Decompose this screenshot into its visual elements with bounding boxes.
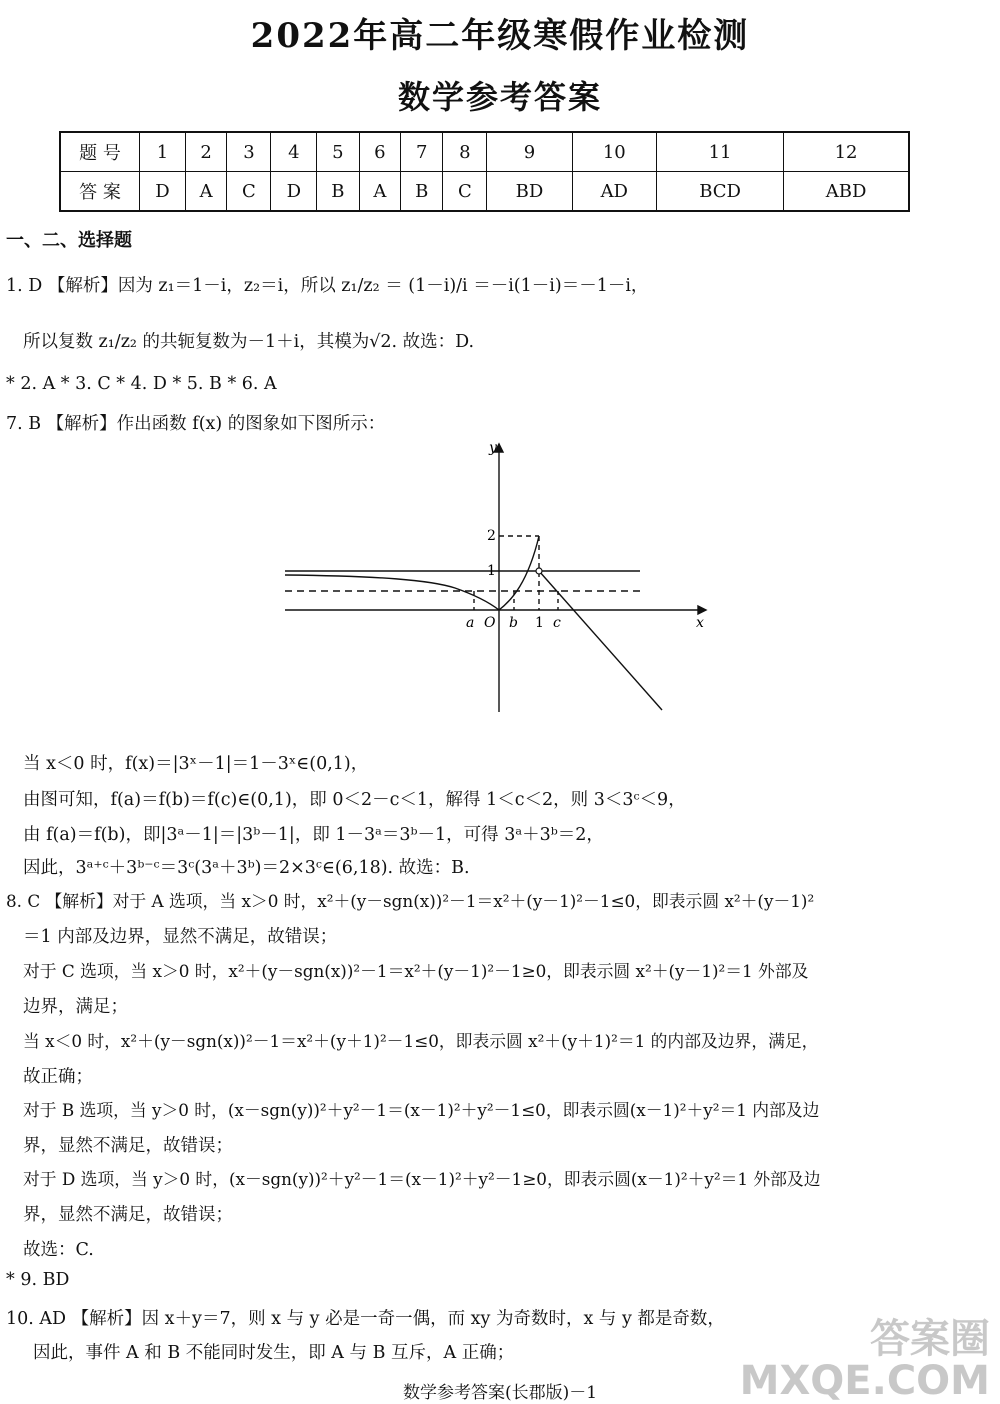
origin-label: O <box>484 615 496 631</box>
row-header-answer: 答 案 <box>60 172 140 212</box>
text-line: 10. AD 【解析】因 x＋y＝7，则 x 与 y 必是一奇一偶，而 xy 为奇数时，x 与 y 都是奇数， <box>6 1309 725 1329</box>
table-cell: 5 <box>317 132 359 172</box>
table-cell: 6 <box>359 132 401 172</box>
point-label-c: c <box>553 615 561 631</box>
table-row-answers <box>60 172 909 212</box>
tick-label: 1 <box>535 615 544 631</box>
table-cell: B <box>401 172 443 212</box>
table-cell: ABD <box>784 172 909 212</box>
x-axis-arrow-icon <box>698 606 706 614</box>
table-cell: A <box>359 172 401 212</box>
table-cell: 10 <box>572 132 657 172</box>
text-line: 由图可知，f(a)＝f(b)＝f(c)∈(0,1)，即 0＜2－c＜1，解得 1＜c＜2，则 3＜3ᶜ＜9， <box>23 790 686 810</box>
table-cell: 9 <box>487 132 572 172</box>
table-cell: 3 <box>227 132 271 172</box>
table-cell: C <box>227 172 271 212</box>
x-axis-label: x <box>696 615 704 631</box>
table-cell: 8 <box>443 132 487 172</box>
table-cell: A <box>185 172 227 212</box>
text-line: 所以复数 z₁/z₂ 的共轭复数为－1＋i，其模为√2. 故选：D. <box>23 332 475 352</box>
text-line: 故正确； <box>23 1067 93 1087</box>
table-cell: 4 <box>271 132 317 172</box>
table-cell: 11 <box>657 132 784 172</box>
table-cell: 12 <box>784 132 909 172</box>
open-point <box>536 568 542 574</box>
text-line: 故选：C. <box>23 1240 94 1260</box>
function-graph <box>280 438 710 713</box>
text-line: 因此，事件 A 和 B 不能同时发生，即 A 与 B 互斥，A 正确； <box>33 1343 515 1363</box>
table-cell: 2 <box>185 132 227 172</box>
text-line: 8. C 【解析】对于 A 选项，当 x＞0 时，x²＋(y－sgn(x))²－1＝x²＋(y－1)²－1≤0，即表示圆 x²＋(y－1)² <box>6 891 815 911</box>
text-line: 因此，3ᵃ⁺ᶜ＋3ᵇ⁻ᶜ＝3ᶜ(3ᵃ＋3ᵇ)＝2×3ᶜ∈(6,18). 故选：B. <box>23 858 470 878</box>
point-label-b: b <box>509 615 518 631</box>
section-heading: 一、二、选择题 <box>6 230 132 251</box>
table-cell: C <box>443 172 487 212</box>
page-subtitle: 数学参考答案 <box>397 78 602 116</box>
text-line: 当 x＜0 时，x²＋(y－sgn(x))²－1＝x²＋(y＋1)²－1≤0，即表示圆 x²＋(y＋1)²＝1 的内部及边界，满足， <box>23 1031 819 1051</box>
page-footer: 数学参考答案(长郡版)－1 <box>402 1383 598 1403</box>
text-line: 界，显然不满足，故错误； <box>23 1136 233 1156</box>
text-line: * 2. A * 3. C * 4. D * 5. B * 6. A <box>6 374 277 394</box>
text-line: ＝1 内部及边界，显然不满足，故错误； <box>23 927 338 947</box>
row-header-number: 题 号 <box>60 132 140 172</box>
text-line: 当 x＜0 时，f(x)＝|3ˣ－1|＝1－3ˣ∈(0,1)， <box>23 754 369 774</box>
text-line: 边界，满足； <box>23 997 128 1017</box>
curve-middle <box>499 536 539 610</box>
page-title: 2022年高二年级寒假作业检测 <box>250 16 750 56</box>
text-line: 7. B 【解析】作出函数 f(x) 的图象如下图所示： <box>6 414 386 434</box>
text-line: * 9. BD <box>6 1270 70 1290</box>
point-label-a: a <box>466 615 475 631</box>
table-cell: 7 <box>401 132 443 172</box>
table-cell: D <box>140 172 186 212</box>
table-cell: BCD <box>657 172 784 212</box>
watermark-logo: 答案圈 MXQE.COM <box>739 1316 990 1404</box>
table-cell: 1 <box>140 132 186 172</box>
table-row-numbers <box>60 132 909 172</box>
table-cell: B <box>317 172 359 212</box>
table-cell: D <box>271 172 317 212</box>
text-line: 由 f(a)＝f(b)，即|3ᵃ－1|＝|3ᵇ－1|，即 1－3ᵃ＝3ᵇ－1，可得 3ᵃ＋3ᵇ＝2， <box>23 825 604 845</box>
tick-label: 1 <box>487 563 496 579</box>
text-line: 对于 C 选项，当 x＞0 时，x²＋(y－sgn(x))²－1＝x²＋(y－1)²－1≥0，即表示圆 x²＋(y－1)²＝1 外部及 <box>23 961 809 981</box>
line-right <box>539 571 662 710</box>
answer-table <box>59 131 910 212</box>
y-axis-label: y <box>489 440 497 456</box>
table-cell: AD <box>572 172 657 212</box>
tick-label: 2 <box>487 528 496 544</box>
text-line: 界，显然不满足，故错误； <box>23 1205 233 1225</box>
text-line: 对于 B 选项，当 y＞0 时，(x－sgn(y))²＋y²－1＝(x－1)²＋y²－1≤0，即表示圆(x－1)²＋y²＝1 内部及边 <box>23 1100 820 1120</box>
curve-left <box>285 575 499 610</box>
table-cell: BD <box>487 172 572 212</box>
text-line: 对于 D 选项，当 y＞0 时，(x－sgn(y))²＋y²－1＝(x－1)²＋y²－1≥0，即表示圆(x－1)²＋y²＝1 外部及边 <box>23 1169 821 1189</box>
text-line: 1. D 【解析】因为 z₁＝1－i，z₂＝i，所以 z₁/z₂ ＝ (1－i)/i ＝－i(1－i)＝－1－i， <box>6 276 649 296</box>
